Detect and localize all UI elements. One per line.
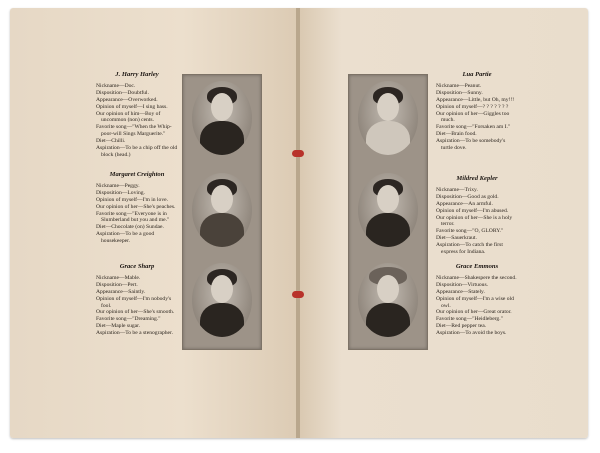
profile-grace-emmons (436, 264, 518, 337)
profile-name: J. Harry Harley (115, 71, 159, 78)
profile-line: Diet—Maple sugar. (96, 323, 141, 330)
profile-line: Favorite song—"O, GLORY." (436, 228, 504, 235)
profile-lua-partie (436, 72, 518, 152)
profile-line: Opinion of myself—I sing bass. (96, 103, 168, 110)
binding-stitch-bottom (292, 291, 304, 298)
profile-line: Our opinion of her—She's smooth. (96, 309, 175, 316)
profile-mildred-kepler (436, 176, 518, 256)
profile-line: Disposition—Loving. (96, 189, 145, 196)
profile-line: Favorite song—"Forsaken am I." (436, 124, 511, 131)
profile-line: Diet—Sauerkraut. (436, 235, 477, 242)
profile-line: Disposition—Pert. (96, 281, 138, 288)
photo-strip-right (348, 74, 428, 350)
portrait-face (211, 93, 233, 121)
profile-line: Opinion of myself—I'm a wise old owl. (436, 295, 514, 309)
portrait-photo (358, 81, 418, 155)
profile-line: Favorite song—"Everyone is in Slumberland but you and me." (96, 210, 170, 224)
profile-line: Diet—Red pepper tea. (436, 323, 487, 330)
profile-name: Grace Emmons (455, 263, 499, 270)
profile-name: Grace Sharp (119, 263, 155, 270)
portrait-body (366, 121, 410, 155)
profile-line: Appearance—Overworked. (96, 96, 158, 103)
profile-line: Appearance—Stately. (436, 288, 485, 295)
portrait-body (200, 121, 244, 155)
profile-line: Favorite song—"Dreaming." (96, 316, 161, 323)
profile-line: Opinion of myself—I'm abused. (436, 207, 509, 214)
profile-line: Our opinion of him—Boy of uncommon (non) cents. (96, 110, 161, 124)
profile-line: Appearance—Saintly. (96, 288, 146, 295)
profile-line: Our opinion of her—Great orator. (436, 309, 512, 316)
profile-line: Favorite song—"When the Whip-poor-will Sings Marguerite." (96, 124, 172, 138)
profile-line: Disposition—Virtuous. (436, 281, 489, 288)
profile-line: Our opinion of her—She's peaches. (96, 203, 176, 210)
profile-grace-sharp (96, 264, 178, 337)
profile-line: Diet—Brain food. (436, 131, 477, 138)
profile-name: Lua Partie (462, 71, 492, 78)
portrait-photo (192, 81, 252, 155)
portrait-face (377, 275, 399, 303)
photo-strip-left (182, 74, 262, 350)
profile-line: Disposition—Doubtful. (96, 89, 149, 96)
portrait-photo (358, 263, 418, 337)
profile-name: Mildred Kepler (456, 175, 498, 182)
profile-line: Appearance—Little, but Oh, my!!! (436, 96, 515, 103)
portrait-photo (192, 173, 252, 247)
profile-line: Appearance—An armful. (436, 200, 493, 207)
profile-margaret-creighton (96, 172, 178, 245)
profile-line: Opinion of myself—I'm in love. (96, 196, 169, 203)
profile-line: Our opinion of her—Giggles too much. (436, 110, 510, 124)
profile-line: Nickname—Mable. (96, 274, 141, 281)
portrait-body (200, 303, 244, 337)
profile-line: Aspiration—To catch the first express for Indiana. (436, 242, 503, 256)
portrait-body (366, 303, 410, 337)
profile-line: Aspiration—To be a chip off the old block (head.) (96, 145, 178, 158)
profile-line: Nickname—Peanut. (436, 82, 482, 89)
profile-line: Disposition—Good as gold. (436, 193, 499, 200)
profile-line: Aspiration—To be somebody's turtle dove. (436, 138, 506, 152)
profile-line: Opinion of myself—? ? ? ? ? ? ? (436, 103, 509, 110)
profile-line: Nickname—Shakespere the second. (436, 274, 517, 281)
profile-line: Diet—Chocolate (on) Sundae. (96, 224, 164, 231)
profile-line: Nickname—Trixy. (436, 186, 478, 193)
portrait-photo (192, 263, 252, 337)
portrait-body (366, 213, 410, 247)
profile-line: Opinion of myself—I'm nobody's fool. (96, 295, 172, 309)
portrait-face (211, 275, 233, 303)
profile-line: Diet—Chilli. (96, 138, 126, 145)
profile-line: Our opinion of her—She is a holy terror. (436, 214, 513, 228)
profile-line: Aspiration—To be a good housekeeper. (96, 231, 155, 245)
profile-line: Favorite song—"Heidleberg." (436, 316, 503, 323)
profile-line: Aspiration—To be a stenographer. (96, 330, 173, 337)
portrait-face (377, 185, 399, 213)
binding-stitch-top (292, 150, 304, 157)
profile-line: Disposition—Sunny. (436, 89, 483, 96)
profile-harry-harley (96, 72, 178, 159)
portrait-body (200, 213, 244, 247)
profile-line: Aspiration—To avoid the boys. (436, 330, 507, 337)
portrait-face (377, 93, 399, 121)
portrait-face (211, 185, 233, 213)
profile-line: Nickname—Doc. (96, 82, 136, 89)
profile-line: Nickname—Peggy. (96, 182, 140, 189)
book-spine (296, 8, 300, 438)
portrait-photo (358, 173, 418, 247)
profile-name: Margaret Creighton (109, 171, 165, 178)
